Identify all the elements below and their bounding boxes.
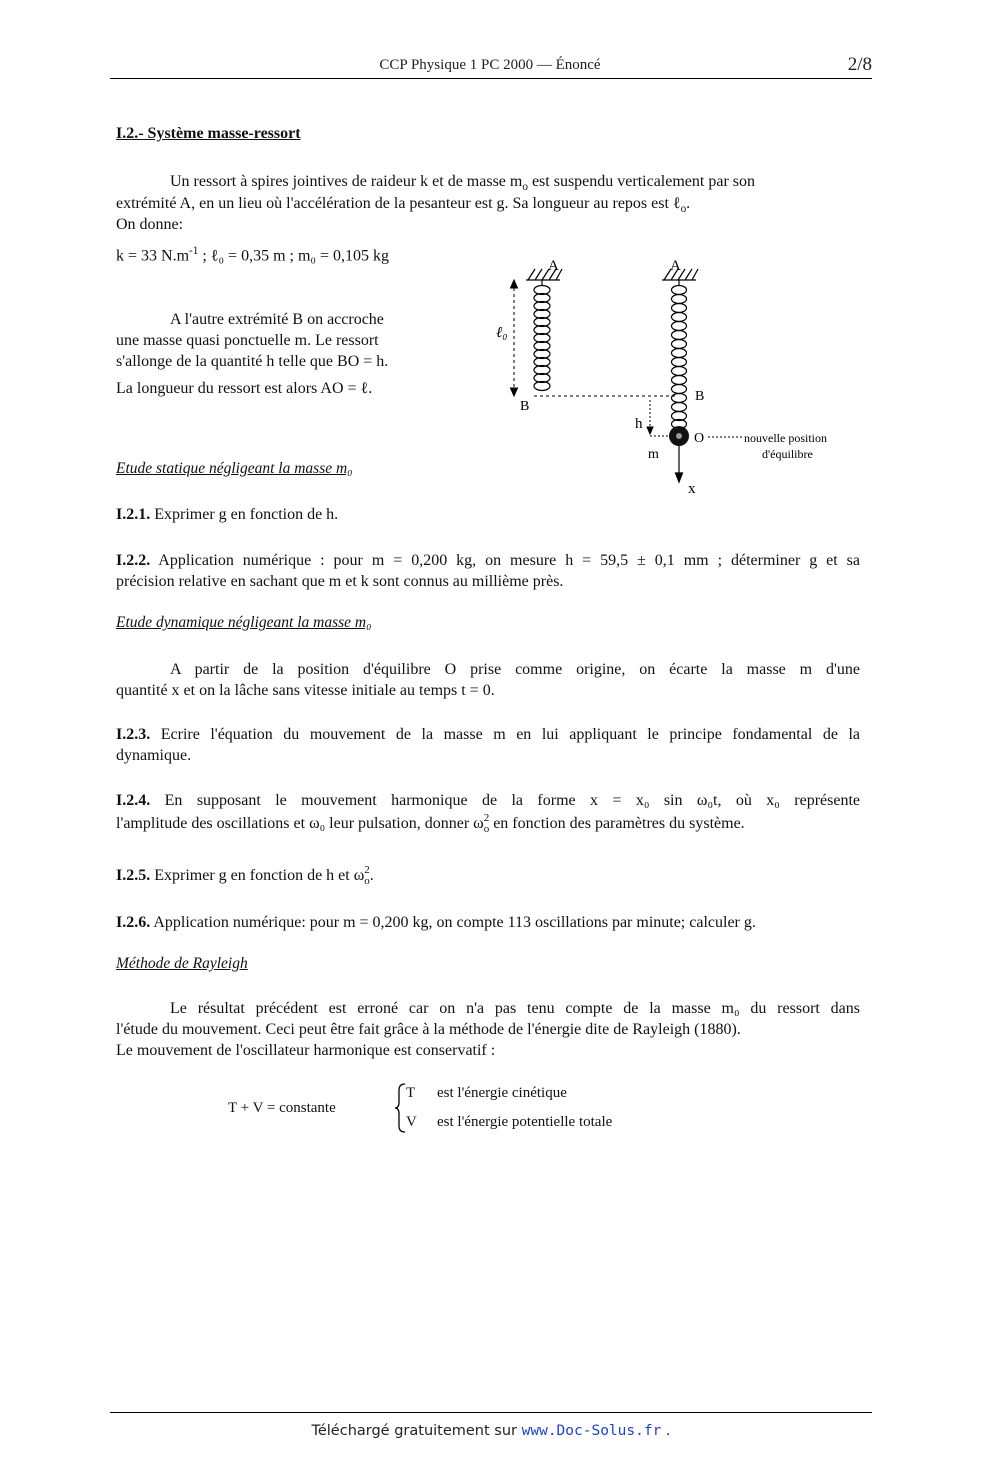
- energy-V-text: est l'énergie potentielle totale: [437, 1114, 613, 1130]
- right-spring: [672, 280, 687, 429]
- footer-rule: [110, 1412, 872, 1413]
- note-line-1: nouvelle position: [744, 431, 827, 445]
- header-rule: [110, 78, 872, 79]
- given-label: On donne:: [116, 216, 184, 233]
- intro-line-1: Un ressort à spires jointives de raideur k et de masse $m_o$ est suspendu verticalement par son: [170, 173, 755, 194]
- label-O: O: [694, 431, 705, 446]
- l0-dimension: [511, 280, 518, 396]
- rayleigh-para-line-3: Le mouvement de l'oscillateur harmonique est conservatif :: [116, 1042, 496, 1059]
- header-title: CCP Physique 1 PC 2000 — Énoncé: [379, 57, 601, 73]
- question-1-2-6: I.2.6. Application numérique: pour m = 0,200 kg, on compte 113 oscillations par minute; calculer g.: [116, 914, 756, 931]
- question-1-2-4-line-2: l'amplitude des oscillations et ω₀ leur pulsation, donner ω 2 o en fonction des paramètres du système.: [116, 812, 745, 836]
- question-1-2-3-line-1: I.2.3. Ecrire l'équation du mouvement de la masse m en lui appliquant le principe fondamental de la: [116, 726, 860, 743]
- spring-figure: [490, 252, 860, 502]
- page-number: 2/8: [847, 54, 872, 75]
- label-x: x: [688, 481, 696, 497]
- dynamic-heading: Etude dynamique négligeant la masse m₀: [116, 614, 372, 631]
- h-dimension: [647, 400, 668, 436]
- question-1-2-3-line-2: dynamique.: [116, 747, 192, 764]
- footer-link[interactable]: www.Doc-Solus.fr: [521, 1423, 662, 1439]
- question-1-2-1: I.2.1. Exprimer g en fonction de h.: [116, 506, 339, 523]
- given-values: k = 33 $N.m^{-1}$ ; ℓ₀ = 0,35 m ; m₀ = 0,105 kg: [116, 245, 390, 265]
- mass-ball-highlight: [676, 433, 682, 439]
- question-1-2-4-line-1: I.2.4. En supposant le mouvement harmonique de la forme x = x₀ sin ω₀t, où x₀ représente: [116, 792, 860, 809]
- question-1-2-5: I.2.5. Exprimer g en fonction de h et ω 2 o .: [116, 864, 374, 888]
- footer: Téléchargé gratuitement sur www.Doc-Solus.fr .: [311, 1423, 671, 1439]
- static-heading: Etude statique négligeant la masse m₀: [116, 460, 353, 477]
- h-label: h: [635, 416, 643, 432]
- intro-line-2: extrémité A, en un lieu où l'accélération de la pesanteur est g. Sa longueur au repos est ℓ$_o$.: [116, 195, 691, 216]
- mass-para-line-3: s'allonge de la quantité h telle que BO = h.: [116, 353, 389, 370]
- left-label-A: A: [548, 258, 559, 274]
- x-axis-arrow: [676, 446, 683, 482]
- mass-para-line-2: une masse quasi ponctuelle m. Le ressort: [116, 332, 379, 349]
- mass-para-line-4: La longueur du ressort est alors AO = ℓ.: [116, 380, 373, 397]
- left-label-B: B: [520, 399, 530, 414]
- mass-para-line-1: A l'autre extrémité B on accroche: [170, 311, 384, 328]
- rayleigh-para-line-2: l'étude du mouvement. Ceci peut être fait grâce à la méthode de l'énergie dite de Rayleigh (1880).: [116, 1021, 741, 1038]
- note-line-2: d'équilibre: [762, 447, 813, 461]
- dynamic-para-line-2: quantité x et on la lâche sans vitesse initiale au temps t = 0.: [116, 682, 495, 699]
- right-label-A: A: [670, 258, 681, 274]
- l0-label: ℓ₀: [496, 325, 508, 341]
- rayleigh-heading: Méthode de Rayleigh: [116, 955, 248, 972]
- energy-T-symbol: T: [406, 1085, 416, 1101]
- rayleigh-para-line-1: Le résultat précédent est erroné car on n'a pas tenu compte de la masse m₀ du ressort dans: [170, 1000, 860, 1017]
- question-1-2-2-line-1: I.2.2. Application numérique : pour m = 0,200 kg, on mesure h = 59,5 ± 0,1 mm ; déterminer g et sa: [116, 552, 860, 569]
- energy-T-text: est l'énergie cinétique: [437, 1085, 567, 1101]
- section-title: I.2.- Système masse-ressort: [116, 125, 301, 142]
- left-spring: [534, 280, 550, 391]
- label-m: m: [648, 447, 659, 462]
- question-1-2-2-line-2: précision relative en sachant que m et k sont connus au millième près.: [116, 573, 564, 590]
- energy-lhs: T + V = constante: [228, 1100, 336, 1116]
- energy-V-symbol: V: [406, 1114, 417, 1130]
- right-label-B: B: [695, 389, 705, 404]
- dynamic-para-line-1: A partir de la position d'équilibre O prise comme origine, on écarte la masse m d'une: [170, 661, 860, 678]
